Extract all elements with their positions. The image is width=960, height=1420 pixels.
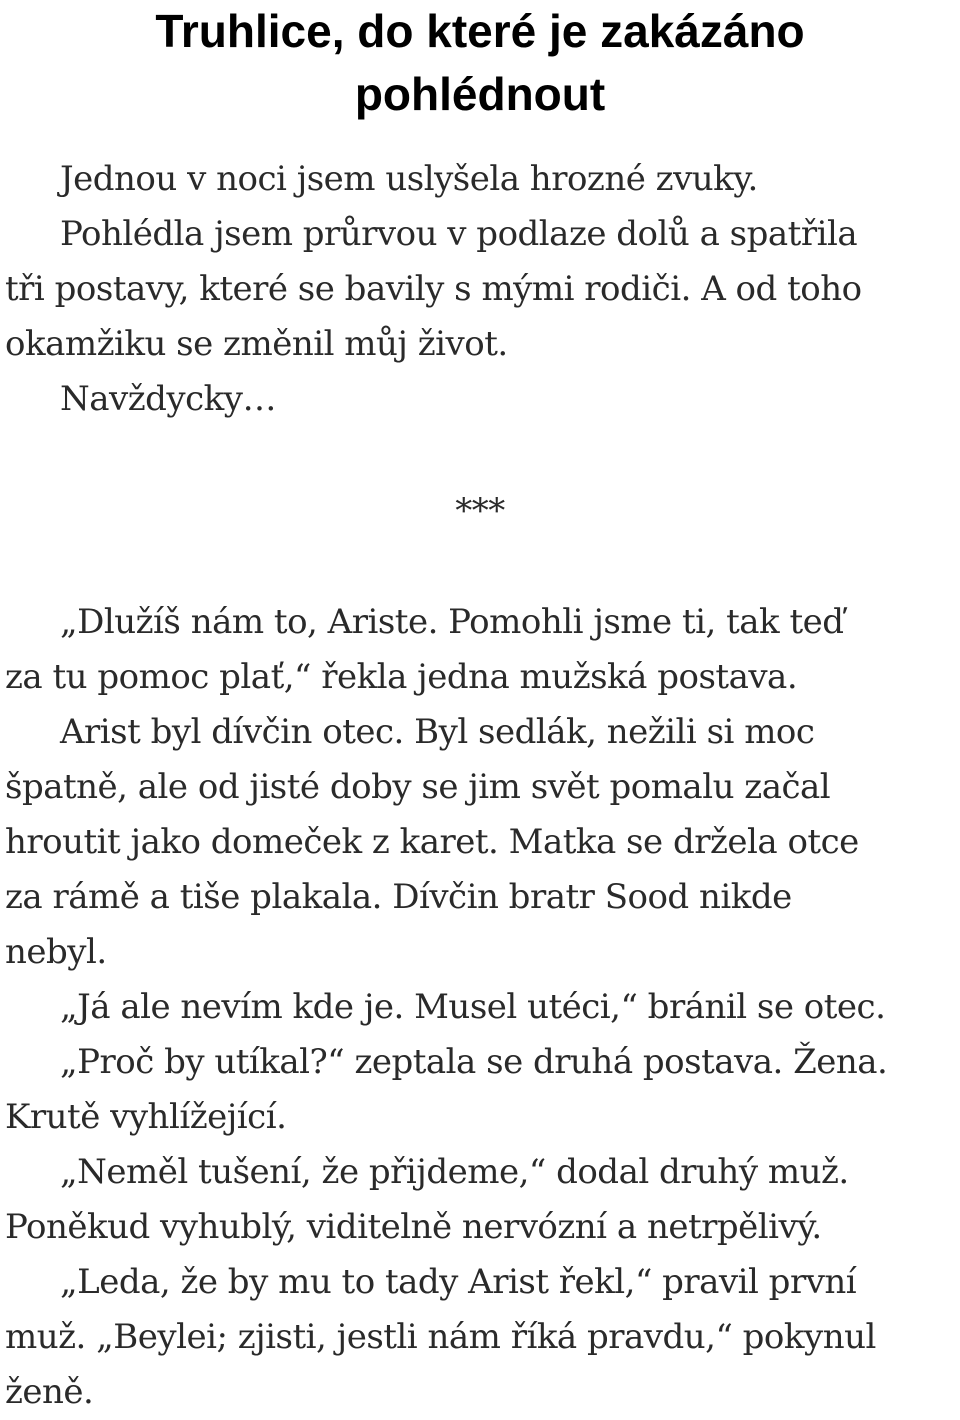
text-line: „Neměl tušení, že přijdeme,“ dodal druhý muž.	[60, 1152, 849, 1192]
text-line: ženě.	[5, 1372, 94, 1412]
text-line: špatně, ale od jisté doby se jim svět pomalu začal	[5, 767, 831, 807]
chapter-title-line-1: Truhlice, do které je zakázáno	[155, 5, 805, 57]
text-line: „Leda, že by mu to tady Arist řekl,“ pravil první	[60, 1262, 857, 1302]
text-line: „Proč by utíkal?“ zeptala se druhá postava. Žena.	[60, 1042, 888, 1082]
text-line: hroutit jako domeček z karet. Matka se držela otce	[5, 822, 859, 862]
chapter-body	[5, 152, 955, 1420]
text-line: za tu pomoc plať,“ řekla jedna mužská postava.	[5, 657, 798, 697]
chapter-title-line-2: pohlédnout	[354, 68, 606, 120]
text-line: „Dlužíš nám to, Ariste. Pomohli jsme ti, tak teď	[60, 602, 844, 642]
text-line: Pohlédla jsem průrvou v podlaze dolů a spatřila	[60, 214, 858, 254]
text-line: Jednou v noci jsem uslyšela hrozné zvuky.	[60, 159, 758, 199]
text-line: „Já ale nevím kde je. Musel utéci,“ bránil se otec.	[60, 987, 886, 1027]
text-line: Arist byl dívčin otec. Byl sedlák, nežili si moc	[60, 712, 815, 752]
text-line: okamžiku se změnil můj život.	[5, 324, 508, 364]
text-line: tři postavy, které se bavily s mými rodiči. A od toho	[5, 269, 862, 309]
text-line: muž. „Beylei; zjisti, jestli nám říká pravdu,“ pokynul	[5, 1317, 876, 1357]
text-line: za rámě a tiše plakala. Dívčin bratr Sood nikde	[5, 877, 792, 917]
section-separator: ***	[455, 491, 505, 531]
text-line: nebyl.	[5, 932, 107, 972]
text-line: Poněkud vyhublý, viditelně nervózní a netrpělivý.	[5, 1207, 822, 1247]
text-line: Navždycky…	[60, 379, 276, 419]
chapter-title	[0, 0, 960, 126]
text-line: Krutě vyhlížející.	[5, 1097, 287, 1137]
